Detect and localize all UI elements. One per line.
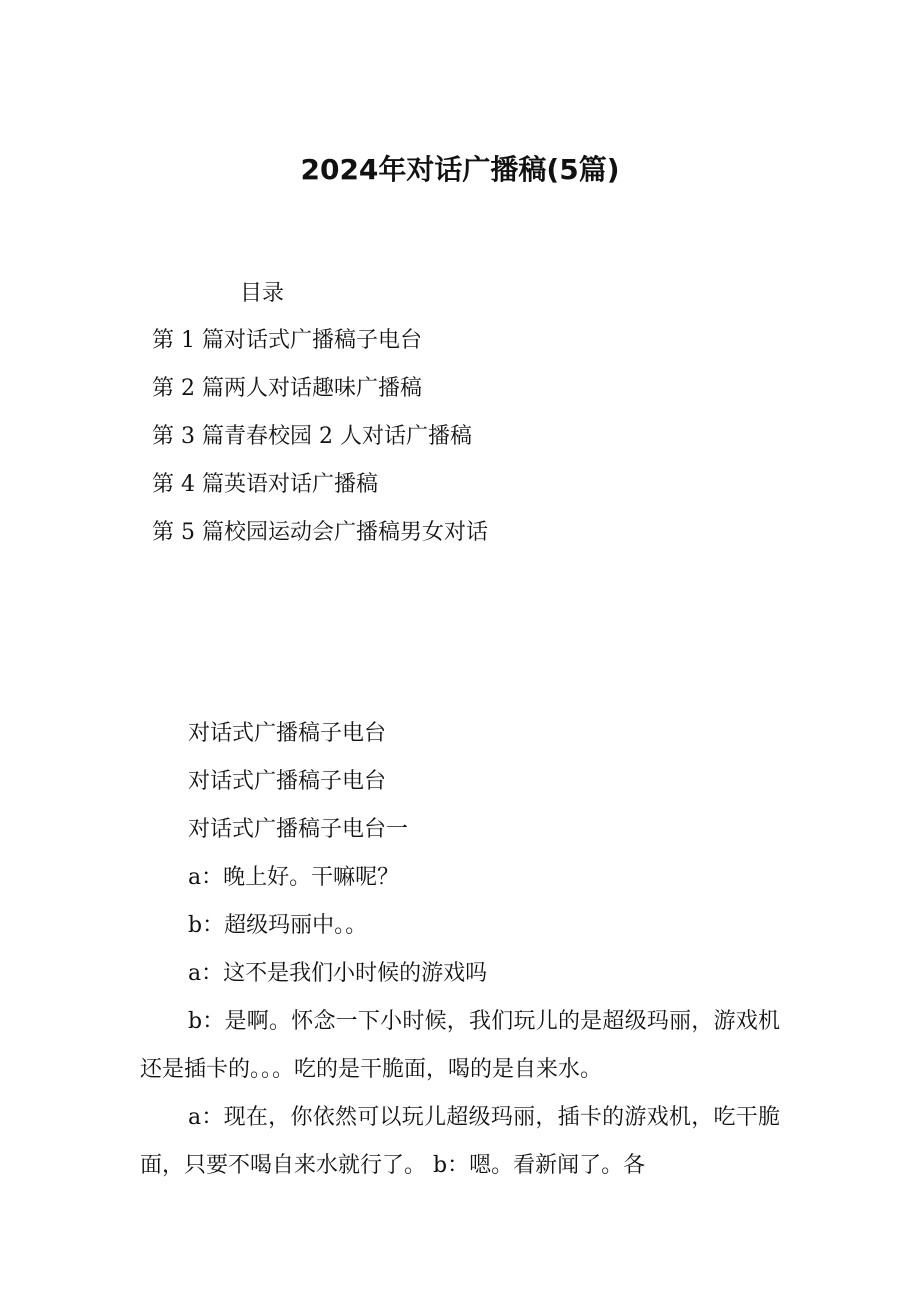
- dialogue-line: a：这不是我们小时候的游戏吗: [188, 961, 488, 986]
- document-title: 2024年对话广播稿(5篇): [300, 153, 620, 186]
- dialogue-line: b：是啊。怀念一下小时候，我们玩儿的是超级玛丽，游戏机还是插卡的。。。吃的是干脆面，喝的是自来水。: [140, 1009, 780, 1082]
- table-of-contents: [152, 325, 488, 565]
- article-body: [140, 710, 780, 1190]
- toc-heading: 目录: [240, 281, 285, 306]
- article-subheading: 对话式广播稿子电台: [188, 769, 387, 794]
- toc-item-1: 第 1 篇对话式广播稿子电台: [152, 328, 422, 353]
- toc-item-5: 第 5 篇校园运动会广播稿男女对话: [152, 520, 488, 545]
- section-heading: 对话式广播稿子电台一: [188, 817, 409, 842]
- toc-item-3: 第 3 篇青春校园 2 人对话广播稿: [152, 424, 472, 449]
- article-heading: 对话式广播稿子电台: [188, 721, 387, 746]
- toc-item-4: 第 4 篇英语对话广播稿: [152, 472, 378, 497]
- dialogue-line: b：超级玛丽中。。: [188, 913, 368, 938]
- dialogue-line: a：现在，你依然可以玩儿超级玛丽，插卡的游戏机，吃干脆面，只要不喝自来水就行了。 b：嗯。看新闻了。各: [140, 1105, 780, 1178]
- dialogue-line: a：晚上好。干嘛呢？: [188, 865, 400, 890]
- toc-item-2: 第 2 篇两人对话趣味广播稿: [152, 376, 422, 401]
